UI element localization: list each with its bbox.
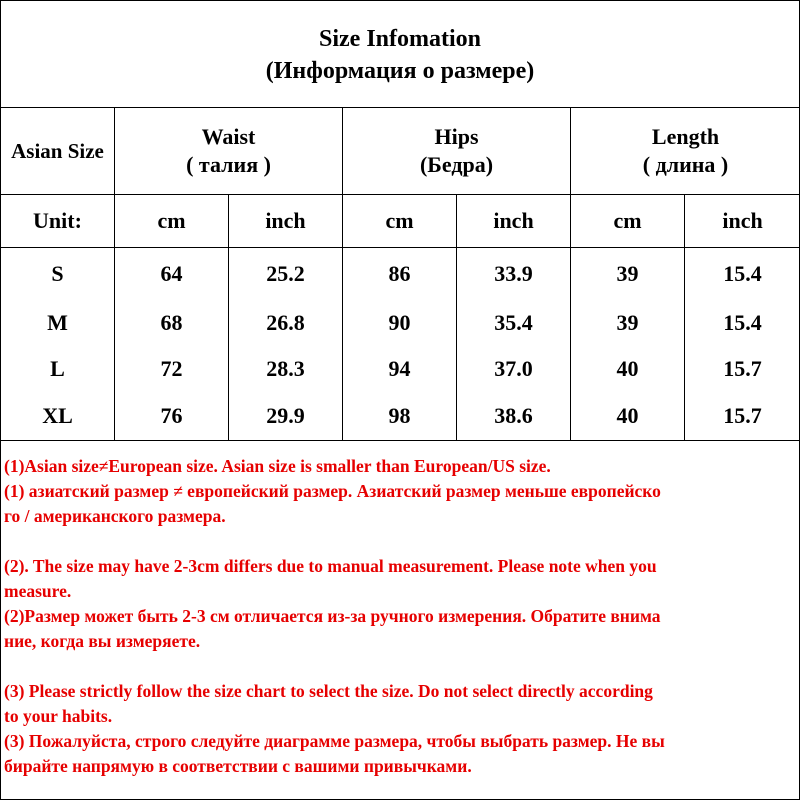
note-2-ru-b: ние, когда вы измеряете. [4,631,201,651]
page-subtitle: (Информация о размере) [265,58,535,84]
note-1-en: (1)Asian size≠European size. Asian size is smaller than European/US size. [4,456,551,476]
table-cell: 40 [571,392,685,441]
table-cell: 25.2 [229,248,343,301]
size-label: M [1,300,115,346]
table-cell: 39 [571,300,685,346]
title-box [0,0,800,108]
table-cell: 37.0 [457,346,571,392]
unit-cell: inch [685,195,800,248]
note-2-ru-a: (2)Размер может быть 2-3 см отличается из-за ручного измерения. Обратите внима [4,606,661,626]
size-label: XL [1,392,115,441]
table-cell: 64 [115,248,229,301]
unit-cell: inch [229,195,343,248]
table-row [1,392,800,441]
corner-label: Asian Size [1,108,115,195]
table-cell: 39 [571,248,685,301]
note-2-en-a: (2). The size may have 2-3cm differs due to manual measurement. Please note when you [4,556,657,576]
table-row [1,346,800,392]
table-cell: 15.7 [685,346,800,392]
note-spacer [4,529,796,554]
header-hips-sub: (Бедра) [419,152,494,177]
unit-row [1,195,800,248]
size-label: L [1,346,115,392]
table-cell: 15.4 [685,248,800,301]
note-1-ru-b: го / американского размера. [4,506,226,526]
table-cell: 15.4 [685,300,800,346]
table-cell: 35.4 [457,300,571,346]
header-waist-name: Waist [201,124,256,149]
note-1-ru-a: (1) азиатский размер ≠ европейский размер. Азиатский размер меньше европейско [4,481,661,501]
table-cell: 72 [115,346,229,392]
page-title: Size Infomation [319,26,481,52]
notes-block [4,454,796,779]
note-3-en-b: to your habits. [4,706,113,726]
note-3-ru-a: (3) Пожалуйста, строго следуйте диаграмме размера, чтобы выбрать размер. Не вы [4,731,665,751]
table-header-row [1,108,800,195]
table-row [1,300,800,346]
unit-cell: inch [457,195,571,248]
unit-cell: cm [571,195,685,248]
unit-label: Unit: [1,195,115,248]
table-cell: 86 [343,248,457,301]
header-waist-sub: ( талия ) [186,152,271,177]
unit-cell: cm [115,195,229,248]
header-waist [115,108,343,195]
table-cell: 98 [343,392,457,441]
note-3-en-a: (3) Please strictly follow the size chart to select the size. Do not select directly according [4,681,653,701]
table-cell: 68 [115,300,229,346]
header-hips [343,108,571,195]
table-cell: 29.9 [229,392,343,441]
size-label: S [1,248,115,301]
table-cell: 15.7 [685,392,800,441]
table-row [1,248,800,301]
table-cell: 90 [343,300,457,346]
note-3-ru-b: бирайте напрямую в соответствии с вашими привычками. [4,756,472,776]
note-spacer [4,654,796,679]
table-cell: 76 [115,392,229,441]
header-hips-name: Hips [434,124,479,149]
table-cell: 38.6 [457,392,571,441]
note-2-en-b: measure. [4,581,72,601]
header-length-name: Length [651,124,720,149]
header-length [571,108,800,195]
size-table [0,107,800,441]
unit-cell: cm [343,195,457,248]
table-cell: 26.8 [229,300,343,346]
header-length-sub: ( длина ) [642,152,729,177]
table-cell: 33.9 [457,248,571,301]
table-cell: 40 [571,346,685,392]
table-cell: 94 [343,346,457,392]
table-cell: 28.3 [229,346,343,392]
